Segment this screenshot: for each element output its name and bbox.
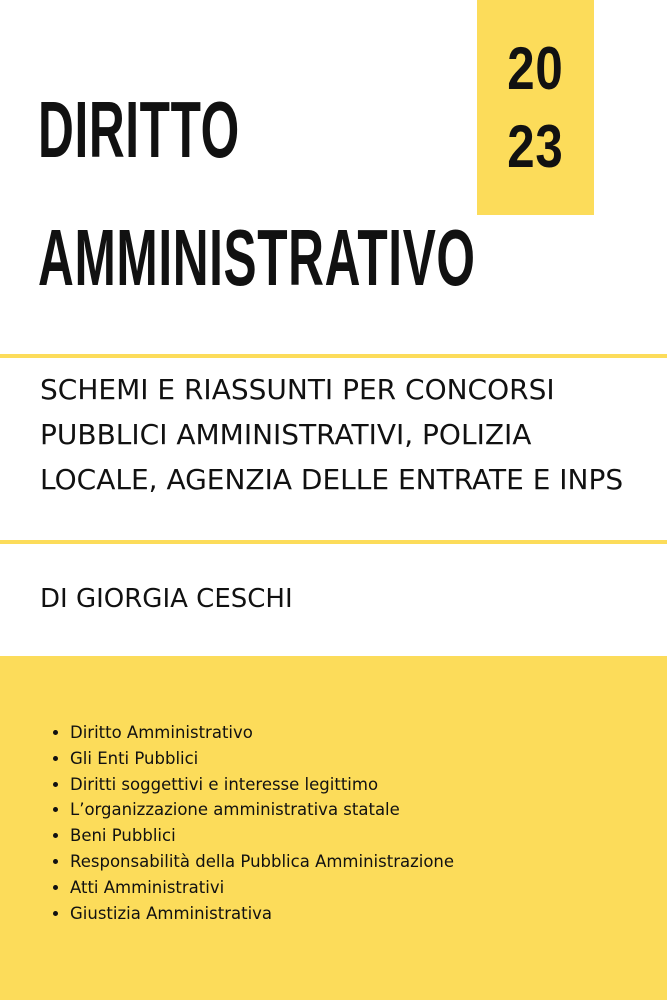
list-item: • Responsabilità della Pubblica Amministrazione bbox=[70, 849, 454, 875]
list-item: • Diritti soggettivi e interesse legittimo bbox=[70, 772, 454, 798]
author-line: DI GIORGIA CESCHI bbox=[40, 584, 293, 614]
list-item: • L’organizzazione amministrativa statale bbox=[70, 797, 454, 823]
year-top: 20 bbox=[507, 34, 564, 102]
divider-top bbox=[0, 354, 667, 358]
list-item: • Beni Pubblici bbox=[70, 823, 454, 849]
list-item: • Atti Amministrativi bbox=[70, 875, 454, 901]
topics-list bbox=[48, 720, 454, 926]
year-bottom: 23 bbox=[507, 112, 564, 180]
topics-panel bbox=[0, 656, 667, 1000]
list-item: • Giustizia Amministrativa bbox=[70, 901, 454, 927]
year-badge bbox=[477, 0, 594, 215]
title-line-1: DIRITTO bbox=[38, 85, 240, 174]
title-line-2: AMMINISTRATIVO bbox=[38, 213, 476, 302]
list-item: • Gli Enti Pubblici bbox=[70, 746, 454, 772]
subtitle: SCHEMI E RIASSUNTI PER CONCORSI PUBBLICI AMMINISTRATIVI, POLIZIA LOCALE, AGENZIA DELLE ENTRATE E INPS bbox=[40, 373, 624, 496]
list-item: • Diritto Amministrativo bbox=[70, 720, 454, 746]
divider-bottom bbox=[0, 540, 667, 544]
